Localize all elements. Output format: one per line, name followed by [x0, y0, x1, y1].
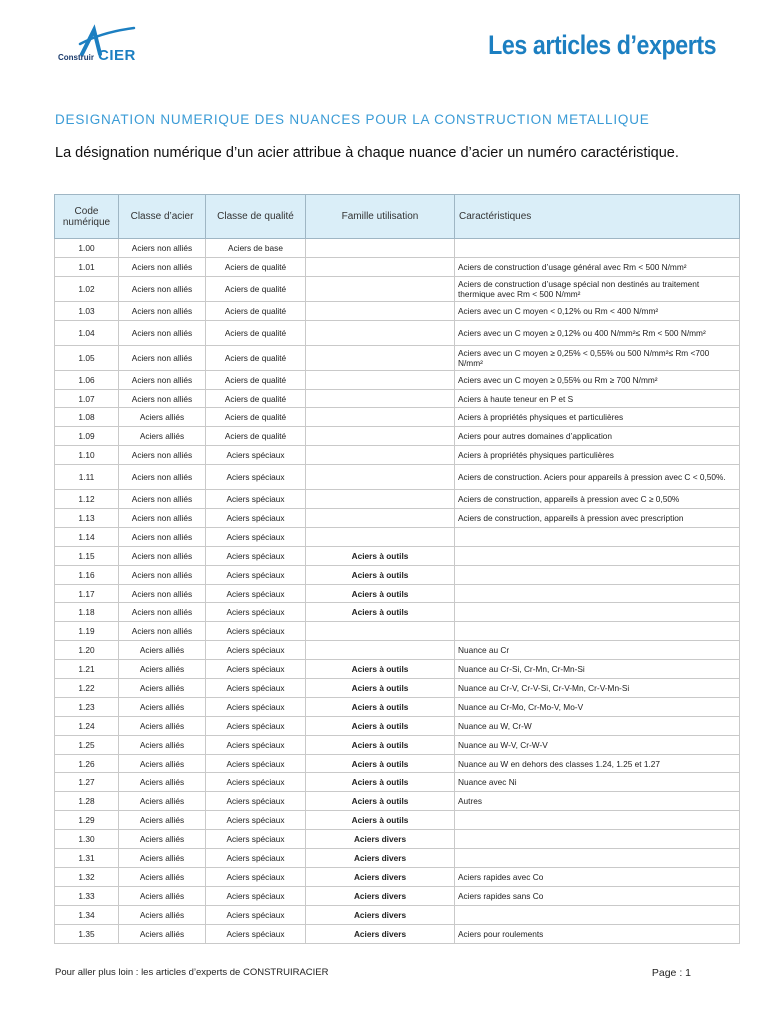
cell-classe-qualite: Aciers spéciaux — [206, 603, 306, 622]
cell-classe-qualite: Aciers spéciaux — [206, 849, 306, 868]
table-row — [55, 345, 740, 370]
cell-code: 1.06 — [55, 370, 119, 389]
cell-classe-acier: Aciers alliés — [119, 886, 206, 905]
table-row — [55, 509, 740, 528]
cell-famille — [306, 509, 455, 528]
cell-code: 1.29 — [55, 811, 119, 830]
table-row — [55, 546, 740, 565]
cell-caracteristiques — [455, 603, 740, 622]
cell-classe-qualite: Aciers spéciaux — [206, 622, 306, 641]
table-row — [55, 276, 740, 301]
page-header-title: Les articles d’experts — [487, 30, 716, 60]
table-row — [55, 905, 740, 924]
cell-code: 1.21 — [55, 660, 119, 679]
steel-designation-table — [54, 194, 740, 944]
table-row — [55, 239, 740, 258]
cell-caracteristiques — [455, 849, 740, 868]
cell-code: 1.25 — [55, 735, 119, 754]
cell-caracteristiques — [455, 830, 740, 849]
cell-classe-qualite: Aciers spéciaux — [206, 584, 306, 603]
table-row — [55, 792, 740, 811]
cell-classe-qualite: Aciers de qualité — [206, 370, 306, 389]
cell-caracteristiques — [455, 239, 740, 258]
cell-famille: Aciers divers — [306, 886, 455, 905]
cell-classe-acier: Aciers non alliés — [119, 490, 206, 509]
cell-classe-qualite: Aciers spéciaux — [206, 527, 306, 546]
cell-classe-qualite: Aciers spéciaux — [206, 565, 306, 584]
cell-famille — [306, 320, 455, 345]
cell-classe-qualite: Aciers spéciaux — [206, 830, 306, 849]
cell-code: 1.04 — [55, 320, 119, 345]
table-row — [55, 867, 740, 886]
cell-caracteristiques: Nuance avec Ni — [455, 773, 740, 792]
cell-famille: Aciers divers — [306, 905, 455, 924]
page-number: Page : 1 — [651, 967, 691, 979]
cell-famille: Aciers divers — [306, 867, 455, 886]
cell-code: 1.26 — [55, 754, 119, 773]
cell-classe-acier: Aciers alliés — [119, 830, 206, 849]
logo-text-cier: CIER — [98, 47, 136, 64]
table-row — [55, 811, 740, 830]
table-row — [55, 735, 740, 754]
cell-caracteristiques: Aciers à propriétés physiques particulières — [455, 446, 740, 465]
cell-classe-qualite: Aciers de qualité — [206, 345, 306, 370]
cell-classe-acier: Aciers alliés — [119, 792, 206, 811]
cell-code: 1.35 — [55, 924, 119, 943]
cell-classe-qualite: Aciers de qualité — [206, 276, 306, 301]
cell-classe-qualite: Aciers spéciaux — [206, 735, 306, 754]
cell-classe-acier: Aciers non alliés — [119, 389, 206, 408]
cell-code: 1.03 — [55, 301, 119, 320]
cell-classe-qualite: Aciers spéciaux — [206, 886, 306, 905]
table-row — [55, 465, 740, 490]
cell-code: 1.00 — [55, 239, 119, 258]
cell-classe-qualite: Aciers de qualité — [206, 427, 306, 446]
cell-code: 1.14 — [55, 527, 119, 546]
construiracier-logo — [58, 24, 158, 70]
cell-code: 1.33 — [55, 886, 119, 905]
table-row — [55, 924, 740, 943]
cell-famille: Aciers à outils — [306, 754, 455, 773]
cell-classe-acier: Aciers non alliés — [119, 584, 206, 603]
table-row — [55, 408, 740, 427]
cell-code: 1.10 — [55, 446, 119, 465]
cell-famille: Aciers divers — [306, 849, 455, 868]
cell-code: 1.24 — [55, 716, 119, 735]
cell-famille — [306, 446, 455, 465]
cell-classe-qualite: Aciers spéciaux — [206, 811, 306, 830]
cell-classe-acier: Aciers non alliés — [119, 370, 206, 389]
table-header-row — [55, 195, 740, 239]
cell-classe-qualite: Aciers spéciaux — [206, 546, 306, 565]
cell-caracteristiques: Aciers à propriétés physiques et particulières — [455, 408, 740, 427]
cell-classe-qualite: Aciers spéciaux — [206, 905, 306, 924]
cell-code: 1.19 — [55, 622, 119, 641]
table-row — [55, 773, 740, 792]
cell-caracteristiques: Aciers à haute teneur en P et S — [455, 389, 740, 408]
cell-code: 1.28 — [55, 792, 119, 811]
cell-classe-acier: Aciers non alliés — [119, 320, 206, 345]
cell-famille: Aciers à outils — [306, 660, 455, 679]
cell-caracteristiques: Aciers de construction d’usage spécial non destinés au traitement thermique avec Rm < 500 N/mm² — [455, 276, 740, 301]
table-row — [55, 446, 740, 465]
cell-caracteristiques — [455, 905, 740, 924]
cell-caracteristiques — [455, 584, 740, 603]
cell-classe-acier: Aciers alliés — [119, 697, 206, 716]
cell-code: 1.20 — [55, 641, 119, 660]
cell-famille: Aciers à outils — [306, 697, 455, 716]
cell-famille — [306, 408, 455, 427]
cell-code: 1.30 — [55, 830, 119, 849]
cell-famille — [306, 641, 455, 660]
cell-famille: Aciers à outils — [306, 584, 455, 603]
cell-caracteristiques — [455, 527, 740, 546]
cell-classe-qualite: Aciers de qualité — [206, 301, 306, 320]
cell-classe-qualite: Aciers spéciaux — [206, 924, 306, 943]
cell-famille: Aciers à outils — [306, 792, 455, 811]
cell-classe-qualite: Aciers spéciaux — [206, 660, 306, 679]
cell-classe-acier: Aciers alliés — [119, 427, 206, 446]
cell-classe-qualite: Aciers spéciaux — [206, 509, 306, 528]
table-row — [55, 660, 740, 679]
cell-code: 1.02 — [55, 276, 119, 301]
cell-classe-qualite: Aciers spéciaux — [206, 446, 306, 465]
intro-paragraph: La désignation numérique d’un acier attribue à chaque nuance d’acier un numéro caractéristique. — [55, 145, 679, 161]
cell-code: 1.07 — [55, 389, 119, 408]
cell-caracteristiques: Aciers rapides avec Co — [455, 867, 740, 886]
cell-caracteristiques: Nuance au W en dehors des classes 1.24, 1.25 et 1.27 — [455, 754, 740, 773]
cell-classe-qualite: Aciers spéciaux — [206, 679, 306, 698]
cell-famille — [306, 345, 455, 370]
cell-classe-acier: Aciers alliés — [119, 773, 206, 792]
cell-classe-acier: Aciers alliés — [119, 867, 206, 886]
cell-classe-acier: Aciers non alliés — [119, 527, 206, 546]
cell-famille — [306, 257, 455, 276]
cell-code: 1.31 — [55, 849, 119, 868]
cell-famille — [306, 301, 455, 320]
table-row — [55, 320, 740, 345]
header-classe-acier: Classe d’acier — [119, 195, 206, 239]
cell-caracteristiques — [455, 622, 740, 641]
cell-classe-acier: Aciers non alliés — [119, 276, 206, 301]
cell-famille: Aciers à outils — [306, 679, 455, 698]
cell-caracteristiques: Nuance au Cr — [455, 641, 740, 660]
cell-classe-acier: Aciers alliés — [119, 660, 206, 679]
table-row — [55, 389, 740, 408]
cell-classe-acier: Aciers alliés — [119, 679, 206, 698]
cell-caracteristiques: Aciers de construction. Aciers pour appareils à pression avec C < 0,50%. — [455, 465, 740, 490]
cell-classe-qualite: Aciers spéciaux — [206, 716, 306, 735]
document-subtitle: DESIGNATION NUMERIQUE DES NUANCES POUR LA CONSTRUCTION METALLIQUE — [55, 112, 650, 127]
header-code: Code numérique — [55, 195, 119, 239]
table-row — [55, 641, 740, 660]
cell-code: 1.12 — [55, 490, 119, 509]
cell-caracteristiques: Nuance au Cr-Mo, Cr-Mo-V, Mo-V — [455, 697, 740, 716]
cell-classe-acier: Aciers non alliés — [119, 603, 206, 622]
cell-famille: Aciers à outils — [306, 773, 455, 792]
cell-code: 1.08 — [55, 408, 119, 427]
cell-famille — [306, 427, 455, 446]
cell-code: 1.22 — [55, 679, 119, 698]
cell-classe-acier: Aciers non alliés — [119, 546, 206, 565]
cell-caracteristiques: Aciers pour autres domaines d’application — [455, 427, 740, 446]
table-row — [55, 257, 740, 276]
table-row — [55, 603, 740, 622]
cell-famille: Aciers divers — [306, 924, 455, 943]
cell-classe-acier: Aciers alliés — [119, 641, 206, 660]
cell-caracteristiques: Aciers de construction, appareils à pression avec prescription — [455, 509, 740, 528]
cell-caracteristiques: Aciers avec un C moyen ≥ 0,55% ou Rm ≥ 700 N/mm² — [455, 370, 740, 389]
cell-code: 1.27 — [55, 773, 119, 792]
cell-code: 1.05 — [55, 345, 119, 370]
table-row — [55, 754, 740, 773]
table-row — [55, 565, 740, 584]
cell-code: 1.23 — [55, 697, 119, 716]
cell-code: 1.15 — [55, 546, 119, 565]
cell-famille: Aciers à outils — [306, 603, 455, 622]
header-classe-qualite: Classe de qualité — [206, 195, 306, 239]
cell-famille — [306, 370, 455, 389]
cell-classe-qualite: Aciers spéciaux — [206, 490, 306, 509]
cell-classe-qualite: Aciers spéciaux — [206, 465, 306, 490]
logo-text-construir: Construir — [58, 53, 94, 62]
cell-caracteristiques: Aciers avec un C moyen < 0,12% ou Rm < 400 N/mm² — [455, 301, 740, 320]
cell-code: 1.34 — [55, 905, 119, 924]
cell-famille: Aciers divers — [306, 830, 455, 849]
table-row — [55, 679, 740, 698]
cell-famille — [306, 465, 455, 490]
cell-famille — [306, 490, 455, 509]
cell-caracteristiques: Nuance au Cr-V, Cr-V-Si, Cr-V-Mn, Cr-V-Mn-Si — [455, 679, 740, 698]
cell-classe-qualite: Aciers de qualité — [206, 389, 306, 408]
cell-classe-acier: Aciers non alliés — [119, 565, 206, 584]
cell-famille — [306, 389, 455, 408]
table-row — [55, 490, 740, 509]
cell-classe-acier: Aciers alliés — [119, 754, 206, 773]
cell-famille: Aciers à outils — [306, 565, 455, 584]
cell-classe-qualite: Aciers de qualité — [206, 408, 306, 427]
table-row — [55, 849, 740, 868]
cell-classe-acier: Aciers non alliés — [119, 257, 206, 276]
cell-famille — [306, 239, 455, 258]
cell-classe-acier: Aciers alliés — [119, 408, 206, 427]
cell-caracteristiques — [455, 565, 740, 584]
cell-classe-qualite: Aciers spéciaux — [206, 697, 306, 716]
table-row — [55, 301, 740, 320]
cell-caracteristiques: Aciers rapides sans Co — [455, 886, 740, 905]
cell-famille: Aciers à outils — [306, 735, 455, 754]
table-row — [55, 830, 740, 849]
cell-classe-acier: Aciers non alliés — [119, 239, 206, 258]
cell-classe-acier: Aciers alliés — [119, 905, 206, 924]
header-caracteristiques: Caractéristiques — [455, 195, 740, 239]
table-row — [55, 697, 740, 716]
header-famille: Famille utilisation — [306, 195, 455, 239]
cell-code: 1.01 — [55, 257, 119, 276]
cell-classe-qualite: Aciers de qualité — [206, 320, 306, 345]
cell-classe-acier: Aciers non alliés — [119, 465, 206, 490]
cell-classe-acier: Aciers non alliés — [119, 509, 206, 528]
cell-caracteristiques: Aciers avec un C moyen ≥ 0,12% ou 400 N/mm²≤ Rm < 500 N/mm² — [455, 320, 740, 345]
cell-classe-acier: Aciers alliés — [119, 924, 206, 943]
cell-famille — [306, 527, 455, 546]
cell-code: 1.11 — [55, 465, 119, 490]
cell-famille — [306, 276, 455, 301]
cell-caracteristiques — [455, 546, 740, 565]
cell-classe-qualite: Aciers de qualité — [206, 257, 306, 276]
cell-caracteristiques: Aciers pour roulements — [455, 924, 740, 943]
cell-famille — [306, 622, 455, 641]
cell-famille: Aciers à outils — [306, 716, 455, 735]
cell-code: 1.16 — [55, 565, 119, 584]
cell-classe-acier: Aciers alliés — [119, 735, 206, 754]
cell-caracteristiques: Autres — [455, 792, 740, 811]
cell-famille: Aciers à outils — [306, 546, 455, 565]
table-row — [55, 622, 740, 641]
cell-famille: Aciers à outils — [306, 811, 455, 830]
cell-classe-qualite: Aciers spéciaux — [206, 754, 306, 773]
cell-classe-qualite: Aciers spéciaux — [206, 641, 306, 660]
cell-caracteristiques: Nuance au W-V, Cr-W-V — [455, 735, 740, 754]
cell-classe-acier: Aciers non alliés — [119, 345, 206, 370]
table-row — [55, 886, 740, 905]
cell-code: 1.09 — [55, 427, 119, 446]
cell-classe-qualite: Aciers de base — [206, 239, 306, 258]
cell-code: 1.18 — [55, 603, 119, 622]
cell-code: 1.13 — [55, 509, 119, 528]
table-row — [55, 427, 740, 446]
cell-caracteristiques: Aciers de construction d’usage général avec Rm < 500 N/mm² — [455, 257, 740, 276]
table-row — [55, 584, 740, 603]
cell-caracteristiques: Aciers avec un C moyen ≥ 0,25% < 0,55% ou 500 N/mm²≤ Rm <700 N/mm² — [455, 345, 740, 370]
cell-classe-acier: Aciers non alliés — [119, 301, 206, 320]
footer-note: Pour aller plus loin : les articles d’experts de CONSTRUIRACIER — [55, 967, 329, 978]
cell-caracteristiques: Nuance au W, Cr-W — [455, 716, 740, 735]
cell-classe-acier: Aciers alliés — [119, 849, 206, 868]
cell-classe-acier: Aciers non alliés — [119, 622, 206, 641]
cell-classe-qualite: Aciers spéciaux — [206, 792, 306, 811]
cell-caracteristiques — [455, 811, 740, 830]
table-row — [55, 370, 740, 389]
cell-classe-qualite: Aciers spéciaux — [206, 867, 306, 886]
cell-code: 1.32 — [55, 867, 119, 886]
cell-classe-acier: Aciers non alliés — [119, 446, 206, 465]
cell-caracteristiques: Nuance au Cr-Si, Cr-Mn, Cr-Mn-Si — [455, 660, 740, 679]
cell-code: 1.17 — [55, 584, 119, 603]
cell-classe-acier: Aciers alliés — [119, 811, 206, 830]
table-body — [55, 239, 740, 944]
cell-caracteristiques: Aciers de construction, appareils à pression avec C ≥ 0,50% — [455, 490, 740, 509]
table-row — [55, 527, 740, 546]
cell-classe-acier: Aciers alliés — [119, 716, 206, 735]
table-row — [55, 716, 740, 735]
cell-classe-qualite: Aciers spéciaux — [206, 773, 306, 792]
